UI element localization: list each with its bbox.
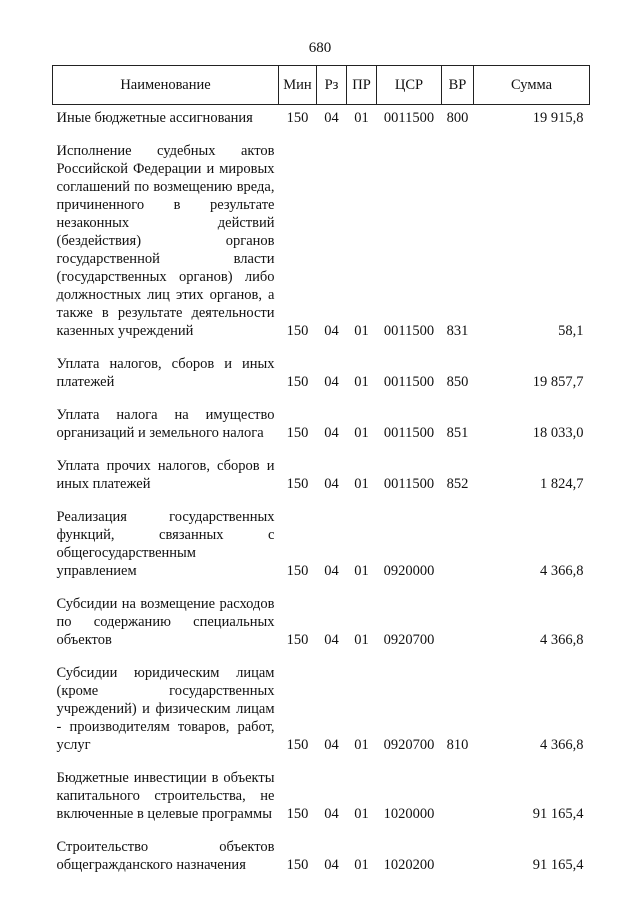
row-min: 150 [286, 323, 309, 339]
header-pr: ПР [347, 66, 377, 105]
row-min: 150 [286, 110, 309, 126]
row-vr: 851 [446, 425, 469, 441]
table-row [53, 830, 590, 881]
row-csr: 0011500 [383, 425, 435, 441]
row-vr [442, 761, 474, 830]
row-min: 150 [286, 476, 309, 492]
row-vr: 800 [446, 110, 469, 126]
row-pr: 01 [354, 110, 369, 126]
row-pr: 01 [354, 737, 369, 753]
row-vr: 831 [446, 323, 469, 339]
row-sum: 4 366,8 [540, 632, 584, 648]
row-name: Исполнение судебных актов Российской Федерации и мировых соглашений по возмещению вреда, причиненного в результате незаконных действий (бездействия) органов государственной власти (государственных органов) либо должностных лиц этих органов, а также в результате деятельности казенных учреждений [56, 143, 275, 339]
table-body [53, 105, 590, 882]
row-csr: 0920700 [383, 632, 435, 648]
row-name: Уплата налогов, сборов и иных платежей [56, 356, 275, 390]
row-csr: 0920700 [383, 737, 435, 753]
table-row [53, 105, 590, 135]
row-csr: 0011500 [383, 110, 435, 126]
row-csr: 1020200 [383, 857, 435, 873]
row-pr: 01 [354, 476, 369, 492]
row-name: Иные бюджетные ассигнования [56, 110, 253, 126]
row-sum: 19 915,8 [532, 110, 584, 126]
row-vr: 810 [446, 737, 469, 753]
row-min: 150 [286, 563, 309, 579]
row-name: Бюджетные инвестиции в объекты капитального строительства, не включенные в целевые программы [56, 770, 275, 822]
row-min: 150 [286, 374, 309, 390]
row-rz: 04 [324, 323, 339, 339]
row-min: 150 [286, 857, 309, 873]
row-rz: 04 [324, 806, 339, 822]
header-csr: ЦСР [377, 66, 442, 105]
row-name: Уплата налога на имущество организаций и земельного налога [56, 407, 275, 441]
table-row [53, 500, 590, 587]
row-csr: 0011500 [383, 374, 435, 390]
row-rz: 04 [324, 425, 339, 441]
row-min: 150 [286, 806, 309, 822]
row-sum: 91 165,4 [532, 806, 584, 822]
row-vr [442, 830, 474, 881]
row-rz: 04 [324, 632, 339, 648]
header-min: Мин [279, 66, 317, 105]
row-rz: 04 [324, 110, 339, 126]
table-row [53, 398, 590, 449]
row-name: Уплата прочих налогов, сборов и иных платежей [56, 458, 275, 492]
row-pr: 01 [354, 563, 369, 579]
row-name: Реализация государственных функций, связанных с общегосударственным управлением [56, 509, 275, 579]
row-vr: 852 [446, 476, 469, 492]
row-sum: 58,1 [558, 323, 584, 339]
row-min: 150 [286, 737, 309, 753]
table-row [53, 449, 590, 500]
row-csr: 1020000 [383, 806, 435, 822]
row-sum: 19 857,7 [532, 374, 584, 390]
row-pr: 01 [354, 632, 369, 648]
header-row [53, 66, 590, 105]
page-number: 680 [308, 40, 332, 56]
row-pr: 01 [354, 323, 369, 339]
row-sum: 4 366,8 [540, 563, 584, 579]
budget-table-container [52, 65, 589, 881]
row-rz: 04 [324, 563, 339, 579]
row-csr: 0011500 [383, 323, 435, 339]
table-row [53, 656, 590, 761]
row-rz: 04 [324, 737, 339, 753]
header-sum: Сумма [474, 66, 590, 105]
row-csr: 0920000 [383, 563, 435, 579]
row-rz: 04 [324, 857, 339, 873]
row-pr: 01 [354, 857, 369, 873]
row-csr: 0011500 [383, 476, 435, 492]
header-vr: ВР [442, 66, 474, 105]
row-sum: 4 366,8 [540, 737, 584, 753]
row-vr: 850 [446, 374, 469, 390]
row-vr [442, 500, 474, 587]
header-name: Наименование [53, 66, 279, 105]
table-row [53, 587, 590, 656]
row-rz: 04 [324, 374, 339, 390]
row-sum: 1 824,7 [540, 476, 584, 492]
row-name: Субсидии юридическим лицам (кроме государственных учреждений) и физическим лицам - производителям товаров, работ, услуг [56, 665, 275, 753]
table-header [53, 66, 590, 105]
table-row [53, 761, 590, 830]
row-rz: 04 [324, 476, 339, 492]
row-sum: 18 033,0 [532, 425, 584, 441]
row-pr: 01 [354, 374, 369, 390]
row-min: 150 [286, 425, 309, 441]
row-name: Субсидии на возмещение расходов по содержанию специальных объектов [56, 596, 275, 648]
row-name: Строительство объектов общегражданского назначения [56, 839, 275, 873]
table-row [53, 134, 590, 347]
table-row [53, 347, 590, 398]
row-vr [442, 587, 474, 656]
row-pr: 01 [354, 806, 369, 822]
row-sum: 91 165,4 [532, 857, 584, 873]
row-pr: 01 [354, 425, 369, 441]
budget-table [52, 65, 590, 881]
row-min: 150 [286, 632, 309, 648]
header-rz: Рз [317, 66, 347, 105]
